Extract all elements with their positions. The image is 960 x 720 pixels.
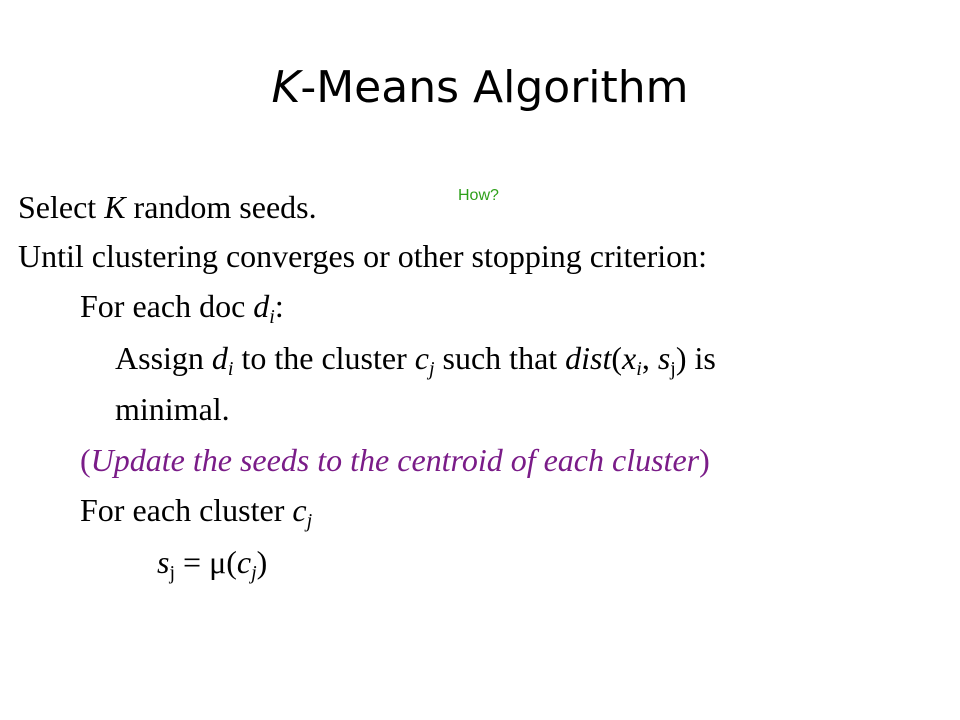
- text: For each cluster: [80, 492, 293, 528]
- paren: ): [256, 544, 268, 580]
- var-c: c: [236, 544, 252, 580]
- text: Update the seeds to the centroid of each cluster: [90, 442, 700, 478]
- var-s: s: [157, 544, 170, 580]
- paren: (: [80, 442, 91, 478]
- var-d: d: [253, 288, 270, 324]
- text: random seeds.: [125, 189, 317, 225]
- title-rest: -Means Algorithm: [300, 62, 689, 113]
- text: such that: [434, 340, 566, 376]
- sub-i: i: [227, 358, 234, 380]
- text: :: [274, 288, 284, 324]
- sub-j: j: [251, 562, 257, 584]
- line-for-each-doc: [80, 286, 284, 326]
- var-k: K: [104, 189, 126, 225]
- paren: ): [699, 442, 710, 478]
- text: Assign: [115, 340, 212, 376]
- func-dist: dist: [565, 340, 612, 376]
- sub-j: j: [169, 562, 176, 584]
- sub-i: i: [636, 358, 642, 380]
- line-minimal: minimal.: [115, 391, 230, 427]
- var-s: s: [657, 340, 671, 376]
- var-c: c: [414, 340, 429, 376]
- var-x: x: [622, 340, 637, 376]
- paren: (: [611, 340, 623, 376]
- line-select-seeds: [18, 187, 317, 227]
- equals: =: [175, 544, 210, 580]
- line-for-each-cluster: [80, 490, 312, 530]
- mu-symbol: μ: [209, 544, 227, 580]
- line-until: Until clustering converges or other stopping criterion:: [18, 238, 708, 274]
- paren: (: [226, 544, 237, 580]
- var-d: d: [211, 340, 228, 376]
- line-centroid-formula: [157, 542, 267, 582]
- how-note: How?: [458, 187, 499, 204]
- sub-j: j: [428, 358, 435, 380]
- line-assign: [115, 338, 716, 378]
- slide-title: [0, 58, 960, 118]
- sub-j: j: [306, 510, 313, 532]
- title-k: K: [271, 62, 301, 113]
- text: ) is: [675, 340, 716, 376]
- text: For each doc: [80, 288, 254, 324]
- sub-i: i: [269, 306, 275, 328]
- comma: ,: [641, 340, 658, 376]
- sub-j: j: [670, 358, 676, 380]
- text: Select: [18, 189, 105, 225]
- var-c: c: [292, 492, 307, 528]
- text: to the cluster: [233, 340, 415, 376]
- line-update-seeds: [80, 440, 710, 480]
